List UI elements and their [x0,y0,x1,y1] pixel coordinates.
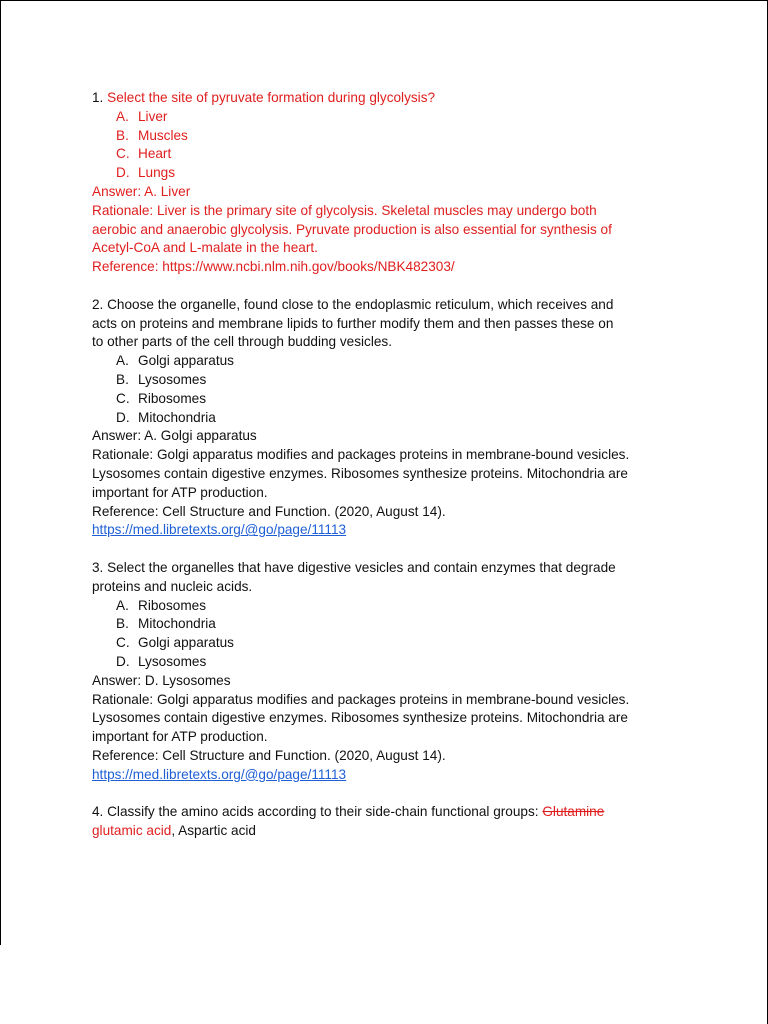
question-1-rationale-line: Rationale: Liver is the primary site of glycolysis. Skeletal muscles may undergo both [92,202,597,218]
question-1-rationale-line: aerobic and anaerobic glycolysis. Pyruvate production is also essential for synthesis of [92,221,612,237]
question-4-struck-text: Glutamine [542,804,605,820]
question-2-rationale-line: Lysosomes contain digestive enzymes. Ribosomes synthesize proteins. Mitochondria are [92,465,628,481]
document-content [92,89,692,860]
question-3-option-a: A. Ribosomes [116,597,206,613]
question-3-reference: Reference: Cell Structure and Function. (2020, August 14). [92,747,446,763]
question-4-prompt: 4. Classify the amino acids according to their side-chain functional groups: [92,804,543,820]
question-3-prompt-line: proteins and nucleic acids. [92,578,253,594]
question-2-answer: Answer: A. Golgi apparatus [92,428,257,444]
question-1-number: 1. [92,90,104,105]
question-2-prompt-line: acts on proteins and membrane lipids to further modify them and then passes these on [92,315,614,331]
question-2-reference-link[interactable]: https://med.libretexts.org/@go/page/11113 [92,522,347,538]
question-1-answer: Answer: A. Liver [92,183,191,199]
question-1-option-a: A. Liver [116,108,168,124]
question-3-option-d: D. Lysosomes [116,653,207,669]
question-3-reference-link[interactable]: https://med.libretexts.org/@go/page/11113 [92,766,347,782]
question-1-text: Select the site of pyruvate formation during glycolysis? [107,90,436,105]
question-3 [92,559,692,785]
question-4-inserted-text: glutamic acid [92,823,172,839]
question-3-option-c: C. Golgi apparatus [116,635,234,651]
question-2-prompt-line: 2. Choose the organelle, found close to the endoplasmic reticulum, which receives and [92,296,614,312]
question-2-option-b: B. Lysosomes [116,371,207,387]
question-1-prompt [92,89,692,108]
question-1-option-b: B. Muscles [116,127,188,143]
question-2-option-c: C. Ribosomes [116,390,206,406]
question-2-option-d: D. Mitochondria [116,409,216,425]
question-1 [92,89,692,277]
question-3-rationale-line: Lysosomes contain digestive enzymes. Ribosomes synthesize proteins. Mitochondria are [92,710,628,726]
question-1-option-d: D. Lungs [116,165,176,181]
question-3-prompt-line: 3. Select the organelles that have digestive vesicles and contain enzymes that degrade [92,559,616,575]
question-2-prompt-line: to other parts of the cell through budding vesicles. [92,334,392,350]
question-3-option-b: B. Mitochondria [116,616,216,632]
question-1-option-c: C. Heart [116,146,172,162]
question-3-answer: Answer: D. Lysosomes [92,672,231,688]
question-4-tail: , Aspartic acid [171,823,256,839]
question-2 [92,296,692,540]
question-2-rationale-line: Rationale: Golgi apparatus modifies and packages proteins in membrane-bound vesicles. [92,447,630,463]
page-left-edge [0,1,1,945]
question-3-rationale-line: Rationale: Golgi apparatus modifies and packages proteins in membrane-bound vesicles. [92,691,630,707]
question-1-rationale-line: Acetyl-CoA and L-malate in the heart. [92,240,318,256]
question-4 [92,803,692,841]
question-2-option-a: A. Golgi apparatus [116,353,234,369]
question-1-reference: Reference: https://www.ncbi.nlm.nih.gov/books/NBK482303/ [92,259,455,275]
question-2-rationale-line: important for ATP production. [92,484,268,500]
question-3-rationale-line: important for ATP production. [92,729,268,745]
question-2-reference: Reference: Cell Structure and Function. (2020, August 14). [92,503,446,519]
